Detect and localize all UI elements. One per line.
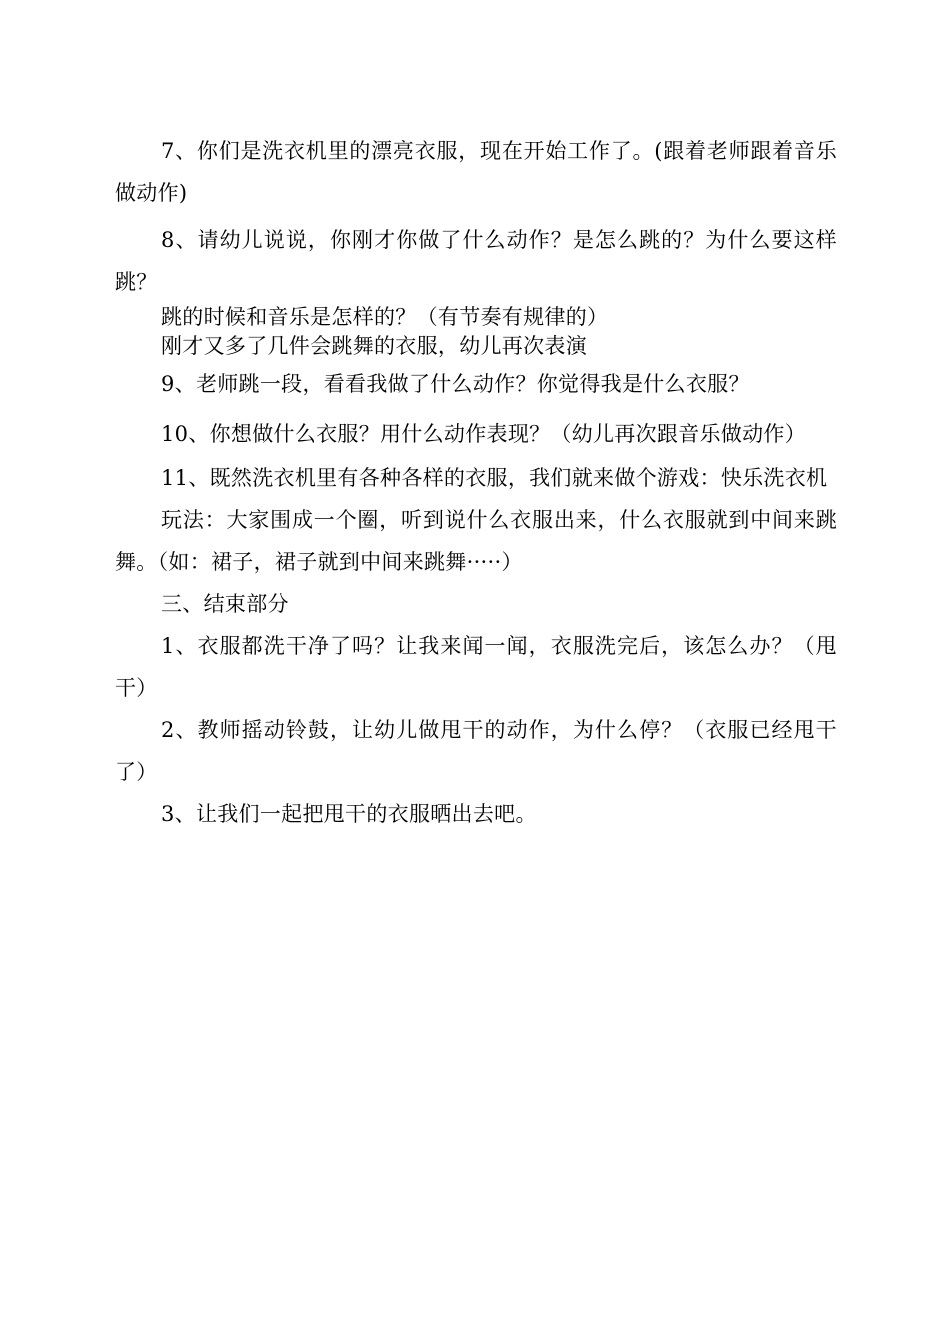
paragraph-step-8-question: 跳的时候和音乐是怎样的？（有节奏有规律的） bbox=[161, 305, 609, 329]
paragraph-ending-1: 1、衣服都洗干净了吗？让我来闻一闻，衣服洗完后，该怎么办？（甩干） bbox=[115, 634, 837, 700]
paragraph-step-8-perform: 刚才又多了几件会跳舞的衣服，幼儿再次表演 bbox=[161, 334, 587, 358]
section-heading-ending: 三、结束部分 bbox=[161, 592, 289, 616]
paragraph-step-10: 10、你想做什么衣服？用什么动作表现？（幼儿再次跟音乐做动作） bbox=[161, 422, 807, 446]
paragraph-step-11: 11、既然洗衣机里有各种各样的衣服，我们就来做个游戏：快乐洗衣机 bbox=[161, 466, 828, 490]
document-page bbox=[115, 130, 837, 835]
paragraph-step-9: 9、老师跳一段，看看我做了什么动作？你觉得我是什么衣服？ bbox=[161, 372, 750, 396]
paragraph-step-7: 7、你们是洗衣机里的漂亮衣服，现在开始工作了。(跟着老师跟着音乐做动作) bbox=[115, 139, 837, 205]
paragraph-ending-2: 2、教师摇动铃鼓，让幼儿做甩干的动作，为什么停？（衣服已经甩干了） bbox=[115, 718, 837, 784]
paragraph-ending-3: 3、让我们一起把甩干的衣服晒出去吧。 bbox=[161, 802, 537, 826]
paragraph-step-8: 8、请幼儿说说，你刚才你做了什么动作？是怎么跳的？为什么要这样跳？ bbox=[115, 228, 837, 294]
paragraph-game-rules: 玩法：大家围成一个圈，听到说什么衣服出来，什么衣服就到中间来跳舞。（如：裙子，裙子就到中间来跳舞·····） bbox=[115, 508, 837, 574]
